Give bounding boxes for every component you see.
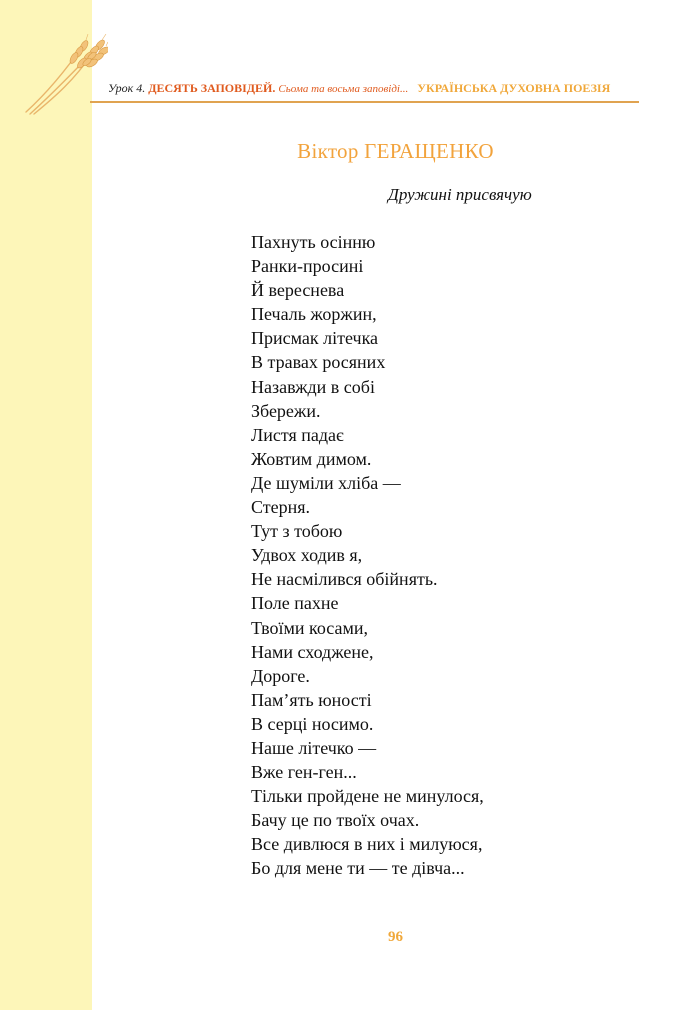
poem-line: Бо для мене ти — те дівча... bbox=[251, 858, 465, 879]
poem-dedication: Дружині присвячую bbox=[388, 185, 532, 204]
poem-line: Нами сходжене, bbox=[251, 641, 374, 662]
poem-line: Жовтим димом. bbox=[251, 448, 372, 469]
section-title: УКРАЇНСЬКА ДУХОВНА ПОЕЗІЯ bbox=[417, 81, 611, 95]
poem-line: Наше літечко — bbox=[251, 737, 377, 758]
lesson-title: ДЕСЯТЬ ЗАПОВІДЕЙ. bbox=[148, 81, 276, 95]
poem-line: Де шуміли хліба — bbox=[251, 472, 401, 493]
poem-author: Віктор ГЕРАЩЕНКО bbox=[297, 139, 494, 163]
lesson-subtitle: Сьома та восьма заповіді... bbox=[278, 83, 409, 95]
poem-line: Все дивлюся в них і милуюся, bbox=[251, 834, 483, 855]
poem-line: Стерня. bbox=[251, 497, 311, 518]
poem-line: Назавжди в собі bbox=[251, 376, 375, 397]
poem-line: Ранки-просині bbox=[251, 256, 364, 277]
poem-line: Пахнуть осінню bbox=[251, 232, 376, 252]
poem-line: Вже ген-ген... bbox=[251, 762, 357, 783]
poem-line: Не насмілився обійнять. bbox=[251, 569, 438, 590]
poem-line: В травах росяних bbox=[251, 352, 386, 373]
poem-text bbox=[251, 230, 484, 881]
wheat-ears-icon bbox=[22, 34, 108, 116]
poem-line: Тут з тобою bbox=[251, 521, 343, 542]
poem-line: Присмак літечка bbox=[251, 328, 379, 349]
poem-line: Дороге. bbox=[251, 665, 310, 686]
poem-line: В серці носимо. bbox=[251, 713, 374, 734]
page-number: 96 bbox=[388, 929, 403, 945]
poem-line: Бачу це по твоїх очах. bbox=[251, 810, 420, 831]
poem-line: Поле пахне bbox=[251, 593, 339, 614]
page-header bbox=[108, 79, 640, 98]
poem-line: Удвох ходив я, bbox=[251, 545, 363, 566]
header-divider bbox=[90, 101, 639, 103]
poem-line: Пам’ять юності bbox=[251, 689, 372, 710]
poem-line: Збережи. bbox=[251, 400, 321, 421]
poem-line: Й вереснева bbox=[251, 280, 345, 301]
lesson-label: Урок 4. bbox=[108, 81, 146, 95]
poem-line: Твоїми косами, bbox=[251, 617, 368, 638]
poem-line: Листя падає bbox=[251, 424, 344, 445]
poem-line: Тільки пройдене не минулося, bbox=[251, 786, 484, 807]
poem-line: Печаль жоржин, bbox=[251, 304, 377, 325]
